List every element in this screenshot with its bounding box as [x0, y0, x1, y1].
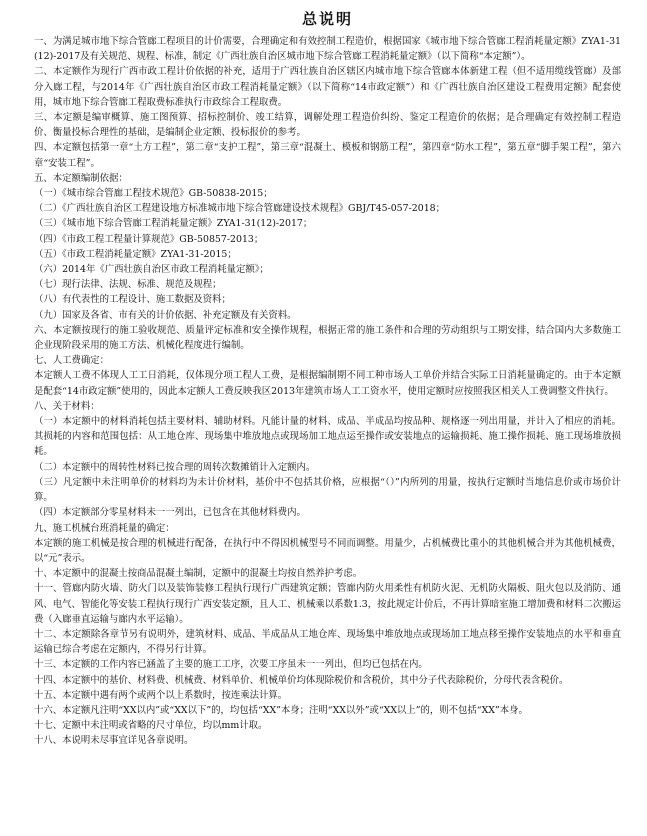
paragraph: 十六、本定额凡注明“XX以内”或“XX以下”的，均包括“XX”本身；注明“XX以外”或“XX以上”的，则不包括“XX”本身。 — [34, 704, 528, 716]
paragraph: （二）《广西壮族自治区工程建设地方标准城市地下综合管廊建设技术规程》GBJ/T45-057-2018； — [34, 203, 445, 215]
paragraph: 二、本定额作为现行广西市政工程计价依据的补充，适用于广西壮族自治区辖区内城市地下综合管廊本体新建工程（但不适用缆线管廊）及部分入廊工程，与2014年《广西壮族自治区市政工程消耗量定额》（以下简称“14市政定额”）和《广西壮族自治区建设工程费用定额》配套使用，城市地下综合管廊工程取费标准执行市政综合工程取费。 — [34, 66, 621, 108]
paragraph: 十四、本定额中的基价、材料费、机械费、材料单价、机械单价均体现除税价和含税价，其中分子代表除税价，分母代表含税价。 — [34, 674, 569, 686]
paragraph: （九）国家及各省、市有关的计价依据、补充定额及有关资料。 — [34, 309, 297, 321]
paragraph: 十、本定额中的混凝土按商品混凝土编制，定额中的混凝土均按自然养护考虑。 — [34, 568, 363, 580]
paragraph: 五、本定额编制依据： — [34, 172, 128, 184]
paragraph: 一、为满足城市地下综合管廊工程项目的计价需要，合理确定和有效控制工程造价，根据国家《城市地下综合管廊工程消耗量定额》ZYA1-31(12)-2017及有关规范、规程、标准，制定《广西壮族自治区城市地下综合管廊工程消耗量定额》（以下简称“本定额”）。 — [34, 36, 621, 63]
paragraph: （四）《市政工程工程量计算规范》GB-50857-2013； — [34, 233, 264, 245]
paragraph: 十三、本定额的工作内容已涵盖了主要的施工工序，次要工序虽未一一列出，但均已包括在内。 — [34, 659, 428, 671]
paragraph: 本定额人工费不体现人工工日消耗，仅体现分项工程人工费，是根据编制期不同工种市场人工单价并结合实际工日消耗量确定的。由于本定额是配套“14市政定额”使用的，因此本定额人工费反映我区2013年建筑市场人工工资水平，使用定额时应按照我区相关人工费调整文件执行。 — [34, 370, 621, 397]
paragraph: （七）现行法律、法规、标准、规范及规程； — [34, 279, 222, 291]
paragraph: （一）《城市综合管廊工程技术规范》GB-50838-2015； — [34, 188, 273, 200]
paragraph: 八、关于材料： — [34, 400, 100, 412]
paragraph: 本定额的施工机械是按合理的机械进行配备，在执行中不得因机械型号不同而调整。用量少，占机械费比重小的其他机械合并为其他机械费，以“元”表示。 — [34, 537, 621, 564]
paragraph: 十八、本说明未尽事宜详见各章说明。 — [34, 735, 194, 747]
paragraph: （三）《城市地下综合管廊工程消耗量定额》ZYA1-31(12)-2017； — [34, 218, 313, 230]
paragraph: 十五、本定额中遇有两个或两个以上系数时，按连乘法计算。 — [34, 689, 288, 701]
paragraph: 十七、定额中未注明或省略的尺寸单位，均以mm计取。 — [34, 720, 268, 732]
paragraph: 六、本定额按现行的施工验收规范、质量评定标准和安全操作规程，根据正常的施工条件和合理的劳动组织与工期安排，结合国内大多数施工企业现阶段采用的施工方法、机械化程度进行编制。 — [34, 324, 621, 352]
paragraph: （五）《市政工程消耗量定额》ZYA1-31-2015； — [34, 248, 237, 260]
document-title: 总说明 — [301, 10, 353, 28]
paragraph: （八）有代表性的工程设计、施工数据及资料； — [34, 294, 231, 306]
paragraph: （六）2014年《广西壮族自治区市政工程消耗量定额》； — [34, 264, 269, 276]
paragraph: （二）本定额中的周转性材料已按合理的周转次数摊销计入定额内。 — [34, 461, 316, 473]
paragraph: 十一、管廊内防火墙、防火门以及装饰装修工程执行现行广西建筑定额；管廊内防火用柔性有机防火泥、无机防火隔板、阻火包以及消防、通风、电气、智能化等安装工程执行现行广西安装定额，且人工、机械乘以系数1.3，按此规定计价后，不再计算暗室施工增加费和材料二次搬运费（入廊垂直运输与廊内水平运输）。 — [34, 583, 621, 625]
paragraph: 十二、本定额除各章节另有说明外，建筑材料、成品、半成品从工地仓库、现场集中堆放地点或现场加工地点移至操作安装地点的水平和垂直运输已综合考虑在定额内，不得另行计算。 — [34, 628, 621, 656]
paragraph: 三、本定额是编审概算、施工图预算、招标控制价、竣工结算，调解处理工程造价纠纷、鉴定工程造价的依据；是合理确定有效控制工程造价、衡量投标合理性的基础，是编制企业定额、投标报价的参考。 — [34, 112, 621, 139]
paragraph: （四）本定额部分零星材料未一一列出，已包含在其他材料费内。 — [34, 507, 306, 519]
paragraph: （三）凡定额中未注明单价的材料均为未计价材料，基价中不包括其价格，应根据“（）”内所列的用量，按执行定额时当地信息价或市场价计算。 — [34, 476, 621, 504]
paragraph: （一）本定额中的材料消耗包括主要材料、辅助材料。凡能计量的材料、成品、半成品均按品种、规格逐一列出用量，并计入了相应的消耗。其损耗的内容和范围包括：从工地仓库、现场集中堆放地点或现场加工地点运至操作或安装地点的运输损耗、施工操作损耗、施工现场堆放损耗。 — [34, 416, 621, 458]
document-body — [34, 34, 621, 749]
paragraph: 四、本定额包括第一章“土方工程”，第二章“支护工程”，第三章“混凝土、模板和钢筋工程”，第四章“防水工程”，第五章“脚手架工程”，第六章“安装工程”。 — [34, 142, 621, 169]
paragraph: 七、人工费确定： — [34, 355, 110, 367]
paragraph: 九、施工机械台班消耗量的确定： — [34, 522, 175, 534]
